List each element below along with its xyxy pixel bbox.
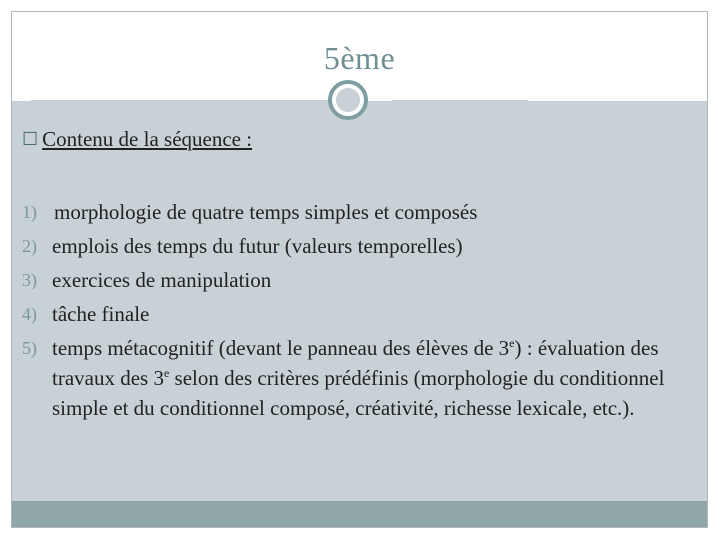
list-item-number: 4) xyxy=(22,304,37,324)
section-heading-text: Contenu de la séquence : xyxy=(42,127,253,151)
list-item-text: exercices de manipulation xyxy=(52,268,272,292)
list-item-text-part: temps métacognitif (devant le panneau des élèves de 3 xyxy=(52,336,510,360)
content-list xyxy=(22,195,702,423)
superscript: e xyxy=(509,336,515,350)
list-item xyxy=(22,297,702,331)
slide-title: 5ème xyxy=(323,40,396,76)
ring-ornament-icon xyxy=(328,80,368,120)
list-item-number: 3) xyxy=(22,270,37,290)
list-item-text: morphologie de quatre temps simples et composés xyxy=(54,200,478,224)
list-item-number: 5) xyxy=(22,338,37,358)
list-item-text: emplois des temps du futur (valeurs temporelles) xyxy=(52,234,463,258)
list-item-text: tâche finale xyxy=(52,302,150,326)
list-item xyxy=(22,331,702,423)
square-bullet-icon: ☐ xyxy=(22,129,39,149)
list-item xyxy=(22,229,702,263)
list-item xyxy=(22,195,702,229)
superscript: e xyxy=(163,366,170,380)
section-heading xyxy=(22,127,252,152)
list-item-number: 2) xyxy=(22,236,37,256)
bottom-bar xyxy=(12,501,707,527)
list-item-text-part: selon des critères prédéfinis (morphologie du conditionnel simple et du conditionnel composé, créativité, richesse lexicale, etc.). xyxy=(52,366,665,420)
list-item xyxy=(22,263,702,297)
list-item-text-part: ) : évaluation des travaux des 3 xyxy=(52,336,659,390)
list-item-number: 1) xyxy=(22,202,37,222)
ring-ornament-center xyxy=(336,88,360,112)
list-item-text xyxy=(52,331,702,423)
